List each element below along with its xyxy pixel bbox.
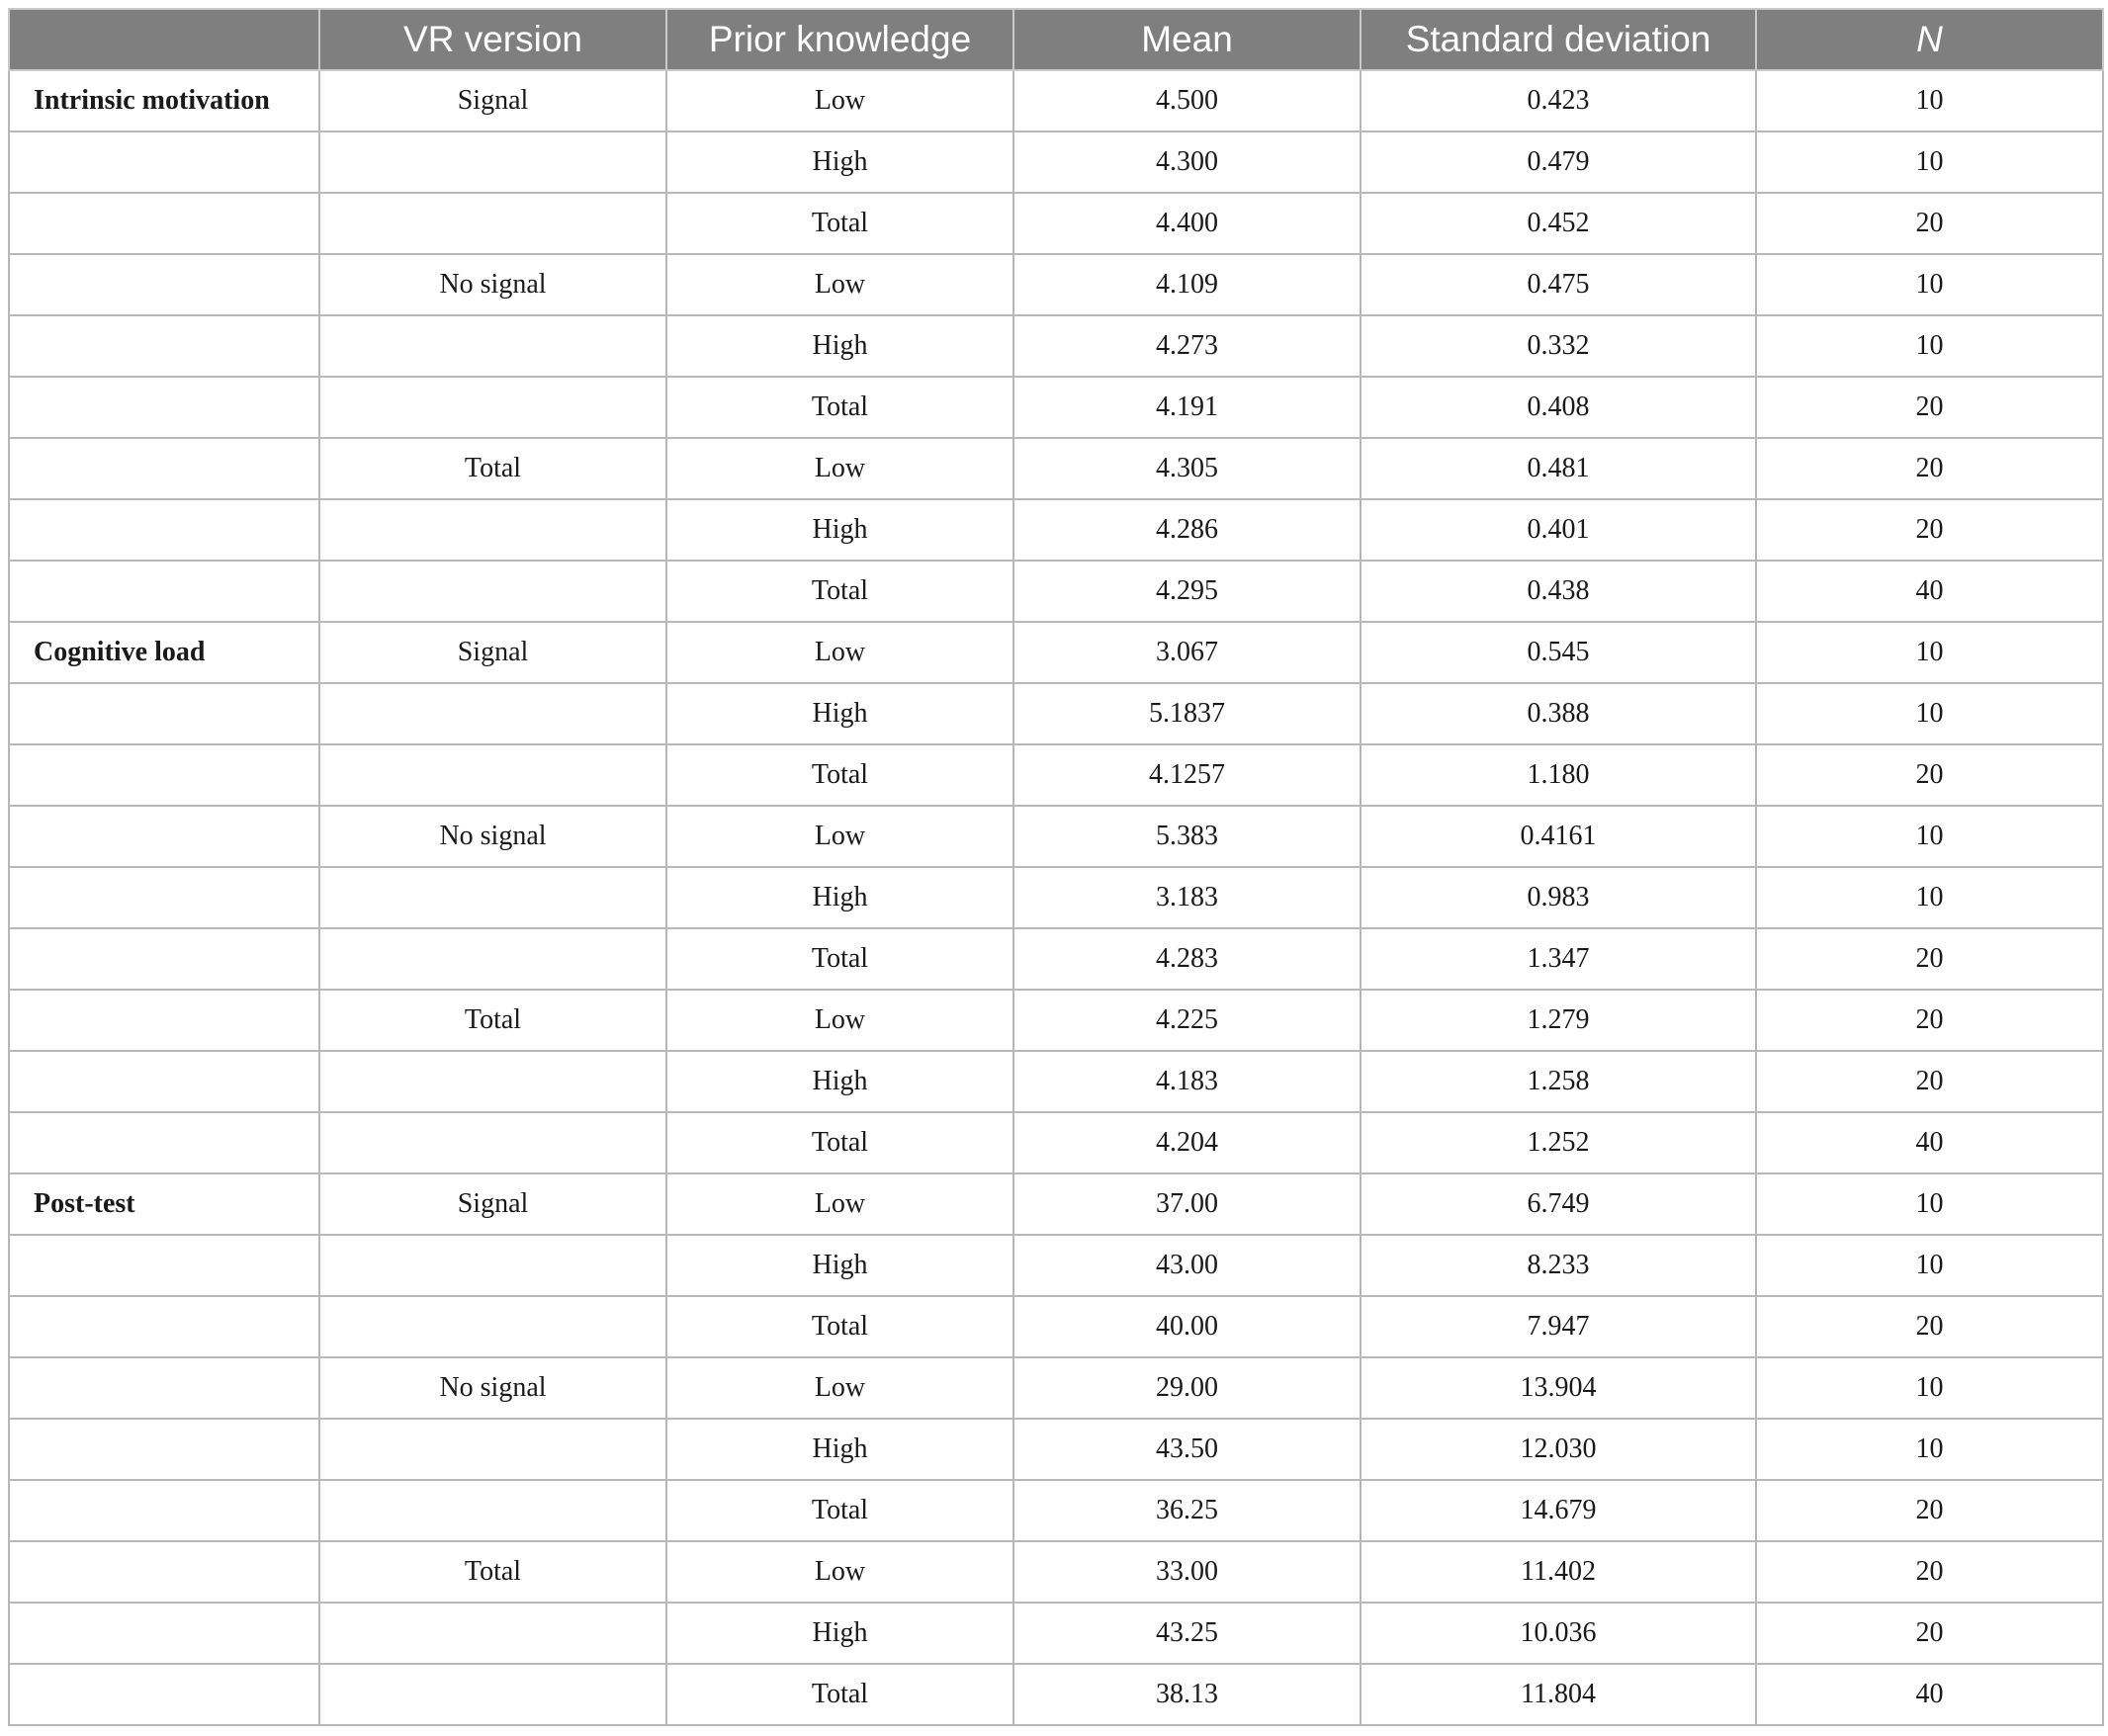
cell-n: 20: [1756, 1051, 2103, 1112]
cell-measure: [9, 806, 319, 867]
cell-prior-knowledge: Total: [666, 377, 1013, 438]
cell-vr-version: Total: [319, 438, 666, 499]
cell-measure: [9, 254, 319, 315]
cell-standard-deviation: 8.233: [1361, 1235, 1756, 1296]
cell-n: 10: [1756, 806, 2103, 867]
cell-standard-deviation: 13.904: [1361, 1357, 1756, 1419]
cell-mean: 4.283: [1013, 928, 1361, 990]
table-row: [9, 1664, 2103, 1725]
cell-mean: 43.50: [1013, 1419, 1361, 1480]
cell-measure: [9, 1419, 319, 1480]
table-row: [9, 1235, 2103, 1296]
cell-vr-version: No signal: [319, 1357, 666, 1419]
cell-mean: 29.00: [1013, 1357, 1361, 1419]
cell-vr-version: [319, 1051, 666, 1112]
table-row: [9, 1296, 2103, 1357]
cell-vr-version: [319, 928, 666, 990]
cell-mean: 4.191: [1013, 377, 1361, 438]
cell-mean: 3.067: [1013, 622, 1361, 683]
table-row: [9, 438, 2103, 499]
cell-vr-version: [319, 131, 666, 193]
table-row: [9, 990, 2103, 1051]
cell-n: 10: [1756, 867, 2103, 928]
cell-standard-deviation: 0.452: [1361, 193, 1756, 254]
cell-prior-knowledge: Total: [666, 744, 1013, 806]
cell-prior-knowledge: Total: [666, 1480, 1013, 1541]
cell-vr-version: Signal: [319, 70, 666, 131]
cell-standard-deviation: 1.252: [1361, 1112, 1756, 1173]
cell-mean: 4.273: [1013, 315, 1361, 377]
cell-measure: [9, 744, 319, 806]
cell-mean: 4.500: [1013, 70, 1361, 131]
cell-standard-deviation: 1.347: [1361, 928, 1756, 990]
cell-vr-version: Total: [319, 1541, 666, 1603]
table-row: [9, 1051, 2103, 1112]
cell-prior-knowledge: High: [666, 1603, 1013, 1664]
cell-standard-deviation: 0.408: [1361, 377, 1756, 438]
cell-n: 10: [1756, 254, 2103, 315]
cell-mean: 4.300: [1013, 131, 1361, 193]
cell-measure: [9, 928, 319, 990]
cell-vr-version: [319, 1112, 666, 1173]
cell-prior-knowledge: Low: [666, 622, 1013, 683]
cell-n: 10: [1756, 1173, 2103, 1235]
cell-measure: [9, 438, 319, 499]
cell-standard-deviation: 1.258: [1361, 1051, 1756, 1112]
header-standard-deviation: Standard deviation: [1361, 9, 1756, 70]
cell-prior-knowledge: Low: [666, 806, 1013, 867]
cell-mean: 5.1837: [1013, 683, 1361, 744]
cell-measure: Post-test: [9, 1173, 319, 1235]
cell-prior-knowledge: Low: [666, 1173, 1013, 1235]
cell-mean: 4.305: [1013, 438, 1361, 499]
cell-n: 20: [1756, 438, 2103, 499]
cell-n: 10: [1756, 1419, 2103, 1480]
cell-standard-deviation: 1.180: [1361, 744, 1756, 806]
cell-prior-knowledge: Low: [666, 990, 1013, 1051]
table-row: [9, 1480, 2103, 1541]
cell-standard-deviation: 0.332: [1361, 315, 1756, 377]
table-row: [9, 683, 2103, 744]
cell-mean: 33.00: [1013, 1541, 1361, 1603]
table-row: [9, 622, 2103, 683]
cell-prior-knowledge: Total: [666, 1664, 1013, 1725]
cell-standard-deviation: 14.679: [1361, 1480, 1756, 1541]
cell-mean: 43.25: [1013, 1603, 1361, 1664]
header-row: [9, 9, 2103, 70]
cell-measure: [9, 683, 319, 744]
cell-prior-knowledge: High: [666, 1235, 1013, 1296]
cell-measure: [9, 1296, 319, 1357]
table-row: [9, 499, 2103, 561]
cell-standard-deviation: 1.279: [1361, 990, 1756, 1051]
cell-standard-deviation: 7.947: [1361, 1296, 1756, 1357]
descriptive-statistics-table: [8, 8, 2104, 1726]
cell-n: 20: [1756, 193, 2103, 254]
cell-n: 10: [1756, 131, 2103, 193]
cell-prior-knowledge: Total: [666, 561, 1013, 622]
cell-n: 10: [1756, 1357, 2103, 1419]
cell-prior-knowledge: Low: [666, 1357, 1013, 1419]
cell-measure: [9, 867, 319, 928]
cell-vr-version: [319, 867, 666, 928]
cell-measure: [9, 561, 319, 622]
cell-mean: 4.295: [1013, 561, 1361, 622]
cell-vr-version: [319, 561, 666, 622]
table-header: [9, 9, 2103, 70]
cell-mean: 3.183: [1013, 867, 1361, 928]
cell-n: 20: [1756, 1296, 2103, 1357]
cell-vr-version: [319, 1664, 666, 1725]
table-row: [9, 377, 2103, 438]
cell-standard-deviation: 12.030: [1361, 1419, 1756, 1480]
cell-standard-deviation: 10.036: [1361, 1603, 1756, 1664]
cell-vr-version: [319, 1235, 666, 1296]
cell-mean: 4.204: [1013, 1112, 1361, 1173]
cell-vr-version: [319, 744, 666, 806]
cell-mean: 40.00: [1013, 1296, 1361, 1357]
cell-vr-version: [319, 1419, 666, 1480]
cell-prior-knowledge: Low: [666, 1541, 1013, 1603]
cell-vr-version: No signal: [319, 806, 666, 867]
cell-measure: [9, 1541, 319, 1603]
cell-n: 20: [1756, 744, 2103, 806]
cell-mean: 4.1257: [1013, 744, 1361, 806]
cell-prior-knowledge: Total: [666, 193, 1013, 254]
cell-standard-deviation: 0.983: [1361, 867, 1756, 928]
header-n: N: [1756, 9, 2103, 70]
cell-measure: [9, 131, 319, 193]
cell-mean: 4.109: [1013, 254, 1361, 315]
cell-standard-deviation: 6.749: [1361, 1173, 1756, 1235]
cell-n: 10: [1756, 683, 2103, 744]
cell-prior-knowledge: Total: [666, 1296, 1013, 1357]
cell-measure: [9, 193, 319, 254]
table-row: [9, 1173, 2103, 1235]
descriptive-statistics-table-container: [8, 8, 2102, 1726]
cell-n: 20: [1756, 1541, 2103, 1603]
cell-mean: 37.00: [1013, 1173, 1361, 1235]
cell-vr-version: [319, 315, 666, 377]
table-row: [9, 1112, 2103, 1173]
cell-n: 20: [1756, 990, 2103, 1051]
cell-standard-deviation: 11.402: [1361, 1541, 1756, 1603]
table-body: [9, 70, 2103, 1725]
cell-vr-version: [319, 683, 666, 744]
cell-prior-knowledge: High: [666, 499, 1013, 561]
cell-standard-deviation: 0.438: [1361, 561, 1756, 622]
cell-n: 10: [1756, 622, 2103, 683]
cell-prior-knowledge: High: [666, 1419, 1013, 1480]
cell-standard-deviation: 0.481: [1361, 438, 1756, 499]
cell-mean: 43.00: [1013, 1235, 1361, 1296]
table-row: [9, 561, 2103, 622]
cell-prior-knowledge: High: [666, 867, 1013, 928]
header-prior-knowledge: Prior knowledge: [666, 9, 1013, 70]
cell-vr-version: [319, 1296, 666, 1357]
table-row: [9, 1419, 2103, 1480]
cell-n: 20: [1756, 1480, 2103, 1541]
cell-mean: 5.383: [1013, 806, 1361, 867]
cell-prior-knowledge: High: [666, 683, 1013, 744]
cell-measure: [9, 499, 319, 561]
cell-standard-deviation: 0.423: [1361, 70, 1756, 131]
cell-n: 20: [1756, 928, 2103, 990]
cell-prior-knowledge: High: [666, 315, 1013, 377]
cell-vr-version: Signal: [319, 1173, 666, 1235]
cell-vr-version: [319, 499, 666, 561]
table-row: [9, 193, 2103, 254]
cell-measure: [9, 1235, 319, 1296]
cell-measure: [9, 377, 319, 438]
cell-prior-knowledge: Low: [666, 438, 1013, 499]
cell-mean: 36.25: [1013, 1480, 1361, 1541]
header-vr-version: VR version: [319, 9, 666, 70]
table-row: [9, 1541, 2103, 1603]
cell-mean: 4.225: [1013, 990, 1361, 1051]
cell-prior-knowledge: High: [666, 1051, 1013, 1112]
cell-mean: 4.286: [1013, 499, 1361, 561]
header-mean: Mean: [1013, 9, 1361, 70]
cell-mean: 38.13: [1013, 1664, 1361, 1725]
cell-mean: 4.400: [1013, 193, 1361, 254]
table-row: [9, 315, 2103, 377]
cell-prior-knowledge: Total: [666, 1112, 1013, 1173]
table-row: [9, 1357, 2103, 1419]
table-row: [9, 744, 2103, 806]
cell-measure: [9, 1357, 319, 1419]
table-row: [9, 1603, 2103, 1664]
table-row: [9, 254, 2103, 315]
cell-vr-version: [319, 377, 666, 438]
cell-standard-deviation: 0.388: [1361, 683, 1756, 744]
table-row: [9, 928, 2103, 990]
cell-measure: Cognitive load: [9, 622, 319, 683]
cell-n: 20: [1756, 1603, 2103, 1664]
cell-vr-version: Total: [319, 990, 666, 1051]
header-measure: [9, 9, 319, 70]
cell-prior-knowledge: Low: [666, 70, 1013, 131]
cell-n: 10: [1756, 1235, 2103, 1296]
cell-n: 10: [1756, 70, 2103, 131]
cell-n: 40: [1756, 561, 2103, 622]
cell-measure: [9, 1664, 319, 1725]
cell-n: 40: [1756, 1664, 2103, 1725]
cell-measure: [9, 1603, 319, 1664]
cell-vr-version: Signal: [319, 622, 666, 683]
cell-measure: [9, 1051, 319, 1112]
cell-vr-version: [319, 1603, 666, 1664]
cell-n: 10: [1756, 315, 2103, 377]
table-row: [9, 131, 2103, 193]
cell-n: 20: [1756, 499, 2103, 561]
cell-standard-deviation: 11.804: [1361, 1664, 1756, 1725]
cell-standard-deviation: 0.401: [1361, 499, 1756, 561]
table-row: [9, 806, 2103, 867]
cell-vr-version: [319, 1480, 666, 1541]
cell-measure: [9, 315, 319, 377]
cell-measure: Intrinsic motivation: [9, 70, 319, 131]
cell-mean: 4.183: [1013, 1051, 1361, 1112]
cell-n: 40: [1756, 1112, 2103, 1173]
cell-standard-deviation: 0.475: [1361, 254, 1756, 315]
cell-prior-knowledge: Low: [666, 254, 1013, 315]
cell-prior-knowledge: High: [666, 131, 1013, 193]
cell-measure: [9, 1480, 319, 1541]
table-row: [9, 867, 2103, 928]
cell-measure: [9, 1112, 319, 1173]
cell-prior-knowledge: Total: [666, 928, 1013, 990]
cell-standard-deviation: 0.479: [1361, 131, 1756, 193]
cell-standard-deviation: 0.4161: [1361, 806, 1756, 867]
cell-measure: [9, 990, 319, 1051]
cell-vr-version: No signal: [319, 254, 666, 315]
cell-standard-deviation: 0.545: [1361, 622, 1756, 683]
cell-n: 20: [1756, 377, 2103, 438]
cell-vr-version: [319, 193, 666, 254]
table-row: [9, 70, 2103, 131]
